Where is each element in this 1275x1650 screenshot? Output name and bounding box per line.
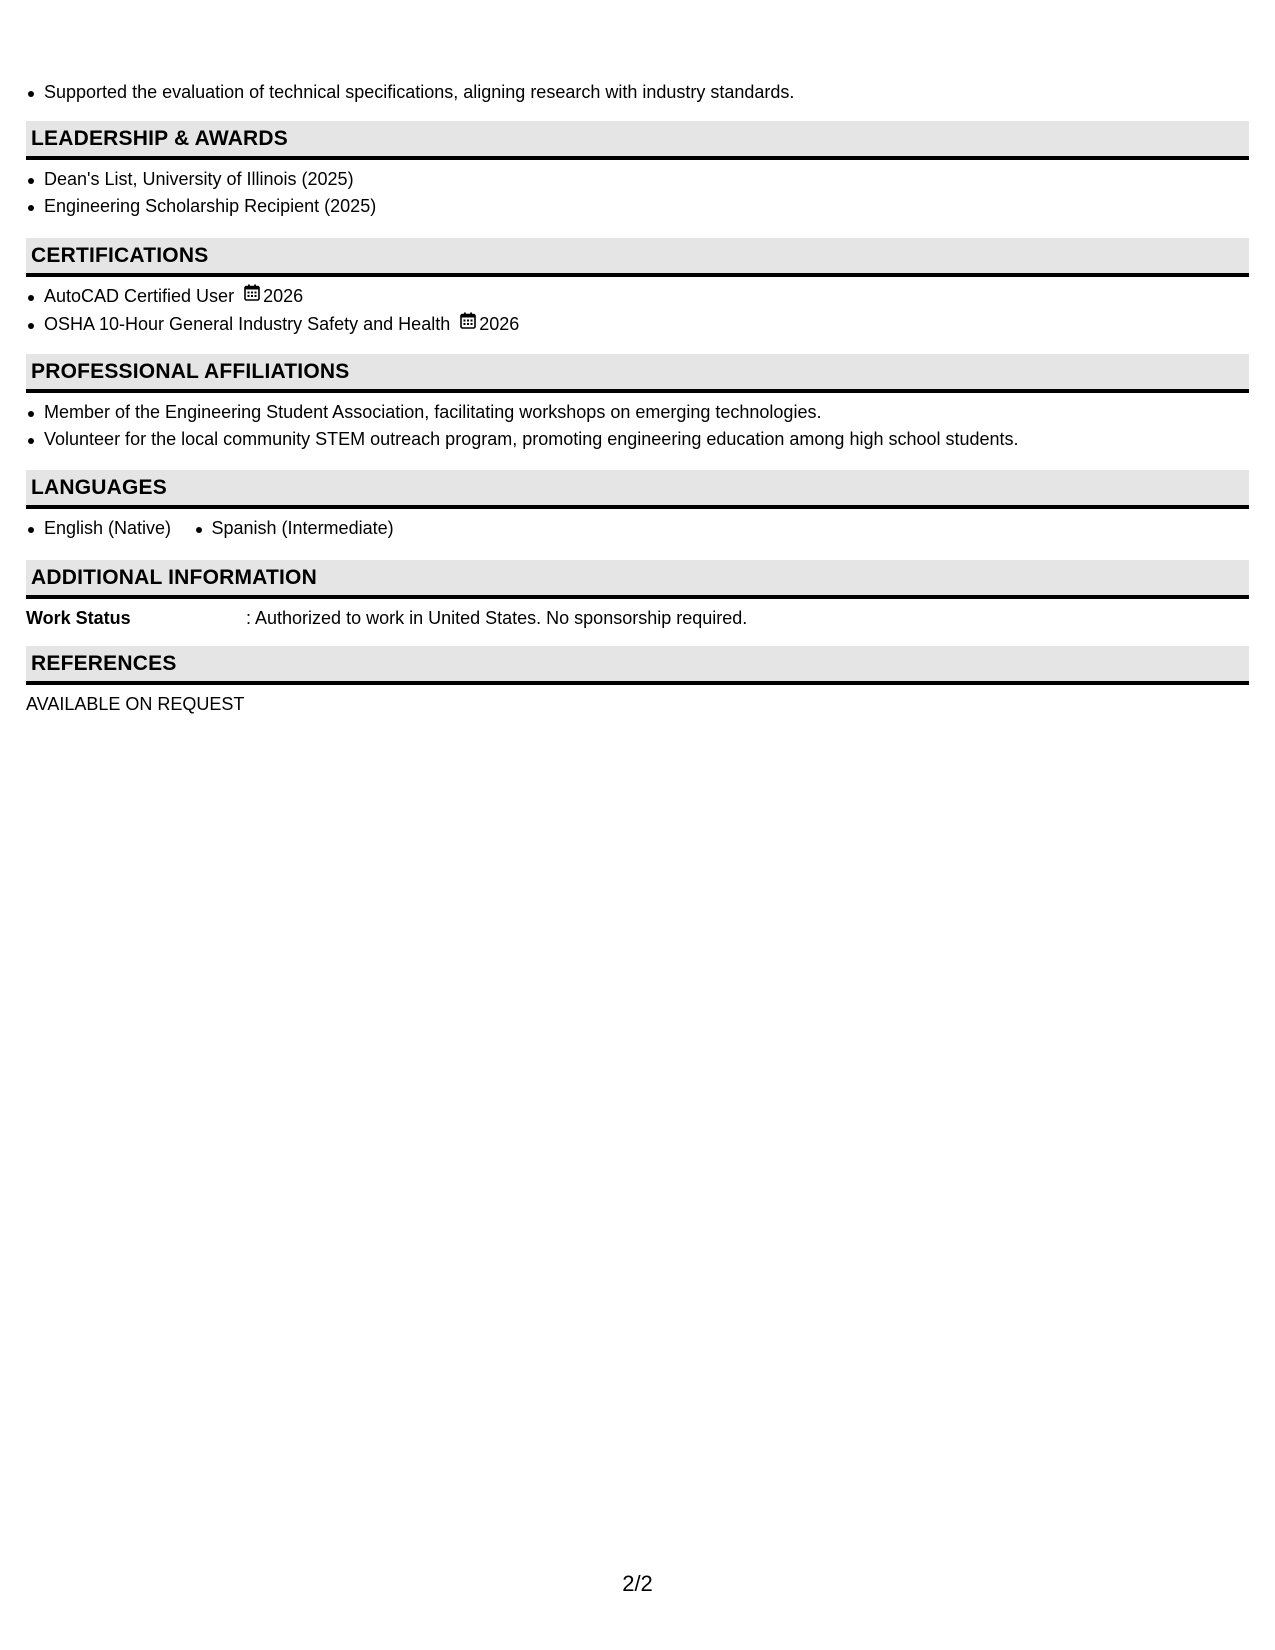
section-professional-affiliations xyxy=(26,354,1249,453)
section-heading: ADDITIONAL INFORMATION xyxy=(26,560,1249,599)
certification-item xyxy=(26,311,1249,339)
list-item: Dean's List, University of Illinois (2025) xyxy=(26,166,1249,193)
section-leadership-awards xyxy=(26,121,1249,220)
references-text: AVAILABLE ON REQUEST xyxy=(26,694,245,714)
section-certifications xyxy=(26,238,1249,339)
section-languages xyxy=(26,470,1249,542)
info-value: : Authorized to work in United States. No sponsorship required. xyxy=(246,608,748,628)
certification-item xyxy=(26,283,1249,311)
calendar-icon xyxy=(460,310,476,337)
certification-name: OSHA 10-Hour General Industry Safety and Health xyxy=(44,313,451,334)
affiliations-list xyxy=(26,399,1249,453)
section-heading: LEADERSHIP & AWARDS xyxy=(26,121,1249,160)
additional-info-table xyxy=(26,605,1249,632)
section-references xyxy=(26,646,1249,718)
calendar-icon xyxy=(244,282,260,309)
certifications-list xyxy=(26,283,1249,339)
list-item: Supported the evaluation of technical specifications, aligning research with industry standards. xyxy=(26,79,794,106)
page-number: 2/2 xyxy=(622,1571,653,1596)
language-item: English (Native) xyxy=(26,515,171,542)
language-item: Spanish (Intermediate) xyxy=(194,515,394,542)
list-item: Member of the Engineering Student Association, facilitating workshops on emerging technologies. xyxy=(26,399,1249,426)
experience-bullets-continued xyxy=(26,79,794,106)
list-item: Engineering Scholarship Recipient (2025) xyxy=(26,193,1249,220)
section-heading: PROFESSIONAL AFFILIATIONS xyxy=(26,354,1249,393)
info-label: Work Status xyxy=(26,608,131,628)
section-additional-information xyxy=(26,560,1249,632)
section-heading: LANGUAGES xyxy=(26,470,1249,509)
section-heading: REFERENCES xyxy=(26,646,1249,685)
languages-list xyxy=(26,515,1249,542)
certification-year: 2026 xyxy=(263,286,304,306)
info-row xyxy=(26,605,1249,632)
certification-name: AutoCAD Certified User xyxy=(44,286,235,306)
certification-year: 2026 xyxy=(479,313,520,334)
list-item: Volunteer for the local community STEM outreach program, promoting engineering education among high school students. xyxy=(26,426,1249,453)
awards-list xyxy=(26,166,1249,220)
section-heading: CERTIFICATIONS xyxy=(26,238,1249,277)
